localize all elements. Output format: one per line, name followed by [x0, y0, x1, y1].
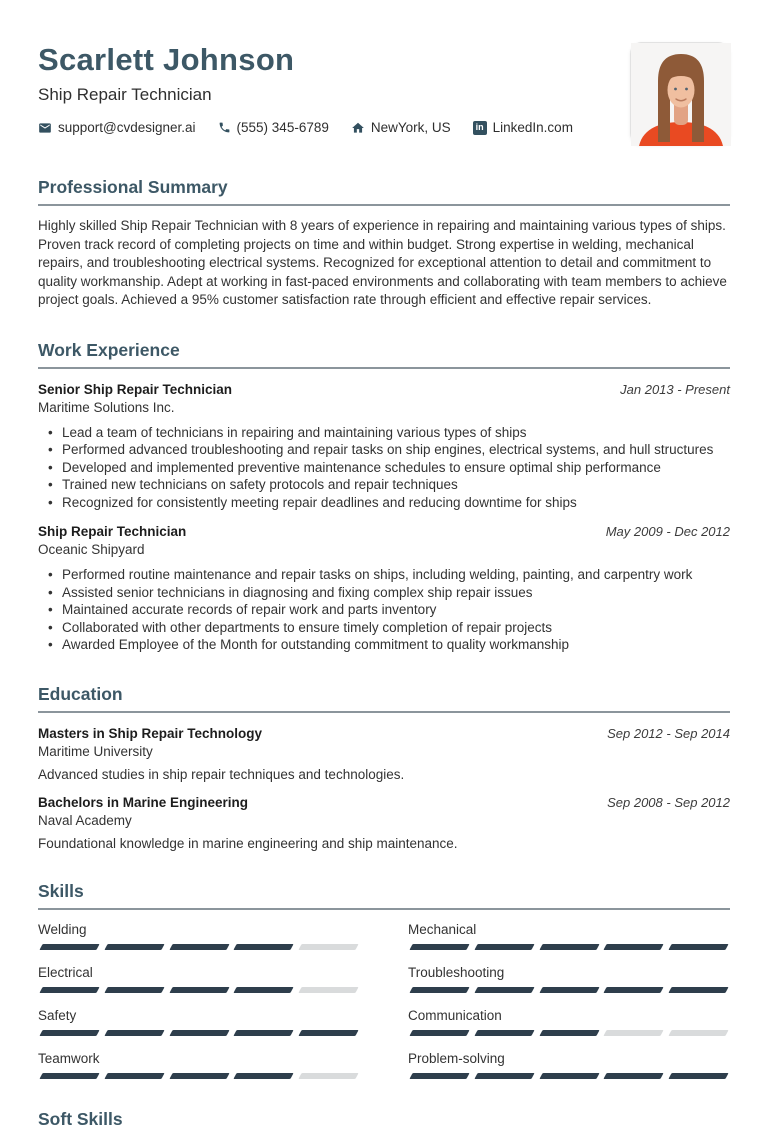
job-title: Senior Ship Repair Technician [38, 381, 233, 397]
education-entry [38, 795, 730, 851]
job-header [38, 382, 730, 397]
job-bullets [38, 424, 730, 512]
job-bullet: • Performed routine maintenance and repair tasks on ships, including welding, painting, and carpentry work [38, 566, 730, 584]
job-bullets [38, 566, 730, 654]
job-company: Maritime Solutions Inc. [38, 399, 175, 415]
skill-item [408, 1008, 730, 1036]
skill-segment-filled [169, 944, 229, 950]
section-summary [38, 177, 730, 310]
skill-item [38, 1051, 360, 1079]
skill-item [408, 1051, 730, 1079]
section-skills [38, 881, 730, 1079]
skill-segment-filled [604, 987, 664, 993]
avatar-illustration [631, 43, 731, 146]
skill-segment-filled [409, 987, 469, 993]
skill-segment-filled [104, 944, 164, 950]
skill-segment-filled [39, 1030, 99, 1036]
education-dates: Sep 2008 - Sep 2012 [607, 794, 730, 810]
section-divider [38, 204, 730, 206]
skill-name: Safety [38, 1007, 77, 1023]
job-header [38, 524, 730, 539]
section-experience [38, 340, 730, 654]
skill-segment-filled [104, 1073, 164, 1079]
degree-title: Masters in Ship Repair Technology [38, 725, 263, 741]
skill-segment-filled [39, 1073, 99, 1079]
profile-photo [630, 42, 730, 145]
skill-item [408, 965, 730, 993]
skills-heading: Skills [38, 880, 84, 901]
job-bullet: • Assisted senior technicians in diagnosing and fixing complex ship repair issues [38, 584, 730, 602]
skill-segment-filled [234, 1073, 294, 1079]
skill-segment-filled [604, 944, 664, 950]
education-entry [38, 726, 730, 782]
contact-row [38, 120, 573, 135]
skill-segment-empty [604, 1030, 664, 1036]
skill-segment-empty [669, 1030, 729, 1036]
job-bullet: • Maintained accurate records of repair work and parts inventory [38, 601, 730, 619]
skill-segment-filled [539, 1030, 599, 1036]
job-dates: May 2009 - Dec 2012 [605, 524, 730, 539]
skill-segment-filled [474, 1030, 534, 1036]
education-heading: Education [38, 683, 123, 704]
job-bullet: • Awarded Employee of the Month for outstanding commitment to quality workmanship [38, 636, 730, 654]
skill-segment-filled [234, 944, 294, 950]
header [38, 42, 730, 145]
person-name: Scarlett Johnson [38, 42, 295, 77]
skill-name: Teamwork [38, 1050, 100, 1066]
skill-segment-filled [669, 987, 729, 993]
education-description: Advanced studies in ship repair techniques and technologies. [38, 766, 405, 782]
skill-segment-filled [474, 987, 534, 993]
skill-segment-empty [299, 944, 359, 950]
job-entry [38, 524, 730, 654]
email-icon [38, 121, 52, 135]
skill-level-bar [408, 1030, 730, 1036]
contact-email-text: support@cvdesigner.ai [58, 120, 196, 135]
skill-item [408, 922, 730, 950]
job-bullet: • Lead a team of technicians in repairing and maintaining various types of ships [38, 424, 730, 442]
skill-segment-empty [299, 987, 359, 993]
skill-level-bar [408, 1073, 730, 1079]
skill-level-bar [38, 987, 360, 993]
contact-linkedin [473, 120, 573, 135]
skill-segment-filled [539, 1073, 599, 1079]
skill-segment-filled [539, 987, 599, 993]
job-title: Ship Repair Technician [38, 524, 187, 539]
skill-segment-filled [669, 944, 729, 950]
skill-level-bar [408, 987, 730, 993]
skill-segment-filled [39, 944, 99, 950]
skill-segment-filled [39, 987, 99, 993]
skill-name: Problem-solving [408, 1050, 505, 1066]
job-bullet: • Collaborated with other departments to ensure timely completion of repair projects [38, 619, 730, 637]
skill-level-bar [38, 944, 360, 950]
person-job-title: Ship Repair Technician [38, 85, 212, 104]
skill-segment-filled [539, 944, 599, 950]
contact-linkedin-text: LinkedIn.com [492, 120, 573, 135]
skill-segment-filled [104, 1030, 164, 1036]
summary-text: Highly skilled Ship Repair Technician with 8 years of experience in repairing and maintaining various types of ships. Proven track record of completing projects on time and within budget. Strong expertise in welding, mechanical repairs, and troubleshooting electrical systems. Recognized for exceptional attention to detail and commitment to quality workmanship. Adept at working in fast-paced environments and collaborating with team members to achieve project goals. Achieved a 95% customer satisfaction rate through efficient and effective repair services. [38, 218, 727, 307]
contact-email [38, 120, 196, 135]
skill-name: Troubleshooting [408, 964, 505, 980]
education-header [38, 795, 730, 810]
skill-segment-filled [474, 1073, 534, 1079]
home-icon [351, 121, 365, 135]
section-divider [38, 367, 730, 369]
skill-name: Mechanical [408, 921, 477, 937]
skill-segment-empty [299, 1073, 359, 1079]
skill-name: Electrical [38, 964, 93, 980]
skill-segment-filled [234, 987, 294, 993]
experience-heading: Work Experience [38, 339, 180, 360]
job-entry [38, 382, 730, 512]
contact-location [351, 120, 451, 135]
school-name: Naval Academy [38, 812, 132, 828]
skill-level-bar [38, 1030, 360, 1036]
skill-segment-filled [604, 1073, 664, 1079]
degree-title: Bachelors in Marine Engineering [38, 794, 249, 810]
section-divider [38, 908, 730, 910]
section-education [38, 684, 730, 851]
skill-segment-filled [169, 1030, 229, 1036]
skill-item [38, 922, 360, 950]
contact-phone-text: (555) 345-6789 [236, 120, 329, 135]
skill-segment-filled [169, 1073, 229, 1079]
linkedin-icon: in [473, 121, 487, 135]
job-bullet: • Trained new technicians on safety protocols and repair techniques [38, 476, 730, 494]
education-dates: Sep 2012 - Sep 2014 [607, 725, 730, 741]
skill-segment-filled [299, 1030, 359, 1036]
section-soft-skills [38, 1109, 730, 1130]
skill-segment-filled [234, 1030, 294, 1036]
skill-segment-filled [169, 987, 229, 993]
phone-icon [218, 121, 231, 134]
skill-segment-filled [474, 944, 534, 950]
job-company: Oceanic Shipyard [38, 542, 145, 557]
contact-location-text: NewYork, US [370, 120, 451, 135]
header-text [38, 42, 573, 135]
contact-phone [218, 120, 329, 135]
skill-segment-filled [409, 1030, 469, 1036]
job-dates: Jan 2013 - Present [620, 381, 730, 397]
skill-name: Welding [38, 921, 87, 937]
education-header [38, 726, 730, 741]
skill-segment-filled [669, 1073, 729, 1079]
skill-level-bar [408, 944, 730, 950]
summary-heading: Professional Summary [38, 177, 228, 197]
skills-grid [38, 922, 730, 1079]
soft-skills-heading: Soft Skills [38, 1108, 123, 1129]
skill-segment-filled [409, 1073, 469, 1079]
job-bullet: • Developed and implemented preventive maintenance schedules to ensure optimal ship performance [38, 459, 730, 477]
skill-item [38, 1008, 360, 1036]
school-name: Maritime University [38, 743, 153, 759]
skill-level-bar [38, 1073, 360, 1079]
job-bullet: • Performed advanced troubleshooting and repair tasks on ship engines, electrical systems, and hull structures [38, 441, 730, 459]
section-divider [38, 711, 730, 713]
skill-segment-filled [104, 987, 164, 993]
skill-name: Communication [408, 1007, 502, 1023]
skill-item [38, 965, 360, 993]
education-description: Foundational knowledge in marine engineering and ship maintenance. [38, 835, 458, 851]
job-bullet: • Recognized for consistently meeting repair deadlines and reducing downtime for ships [38, 494, 730, 512]
skill-segment-filled [409, 944, 469, 950]
